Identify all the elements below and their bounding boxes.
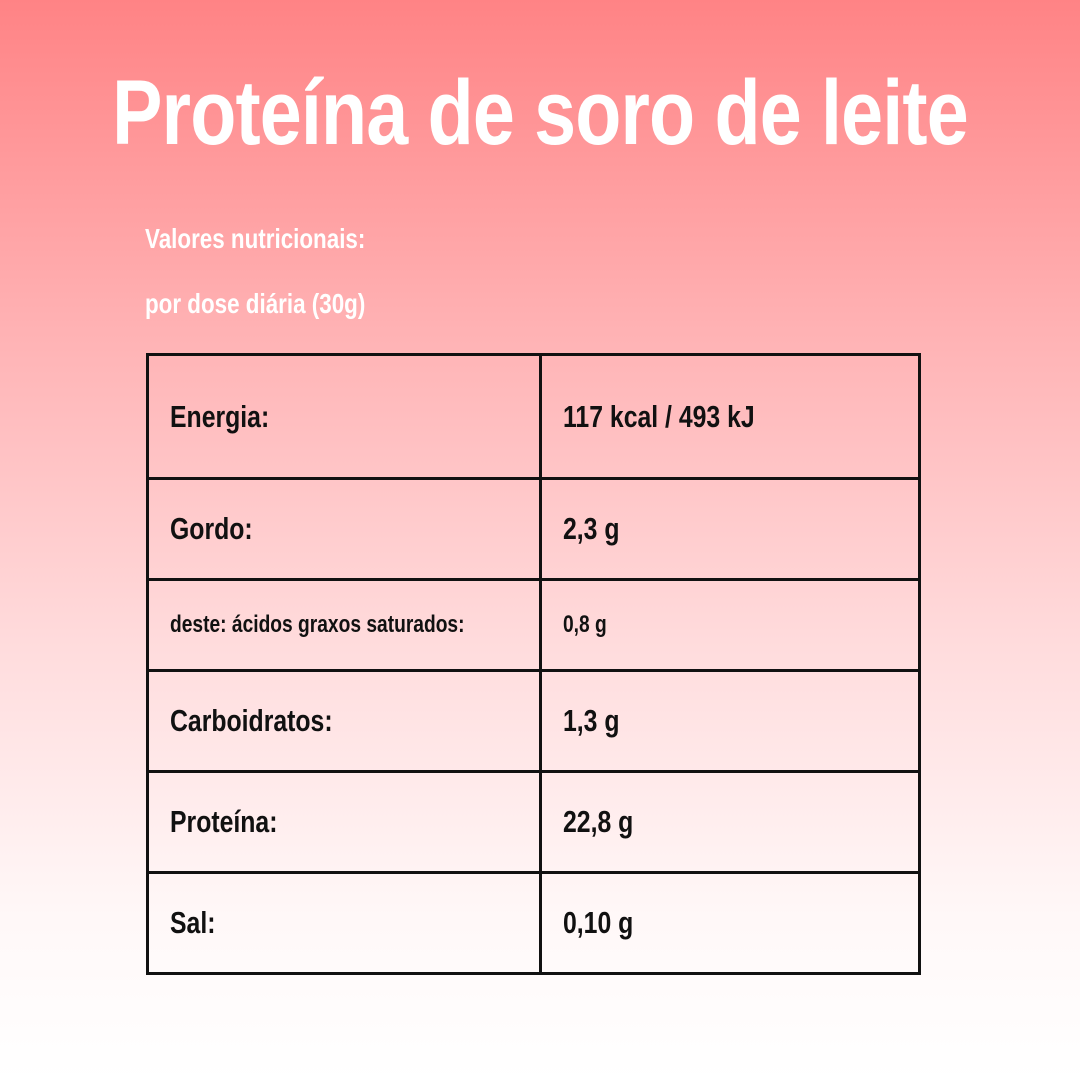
nutrient-label-text: deste: ácidos graxos saturados: (170, 611, 465, 638)
nutrient-value (541, 355, 920, 479)
nutrient-label-text: Energia: (170, 398, 270, 434)
nutrient-value (541, 772, 920, 873)
nutrient-label-text: Carboidratos: (170, 703, 333, 738)
nutrient-value (541, 671, 920, 772)
nutrient-value (541, 580, 920, 671)
nutrition-table (146, 353, 921, 975)
table-row-salt (148, 873, 920, 974)
table-row-energy (148, 355, 920, 479)
nutrient-value-text: 2,3 g (563, 511, 620, 546)
nutrient-label-text: Proteína: (170, 804, 278, 839)
table-row-fat (148, 479, 920, 580)
nutrient-value-text: 0,10 g (563, 905, 634, 940)
nutrient-value-text: 1,3 g (563, 703, 620, 738)
nutrient-value-text: 117 kcal / 493 kJ (563, 398, 755, 434)
nutrient-value (541, 873, 920, 974)
nutrient-value (541, 479, 920, 580)
nutrition-heading: Valores nutricionais: (145, 223, 366, 254)
nutrient-value-text: 22,8 g (563, 804, 634, 839)
nutrient-label (148, 873, 541, 974)
table-row-saturated-fat (148, 580, 920, 671)
nutrient-label (148, 355, 541, 479)
table-row-carbohydrates (148, 671, 920, 772)
nutrient-label (148, 479, 541, 580)
nutrient-label (148, 580, 541, 671)
nutrient-label (148, 671, 541, 772)
page-title: Proteína de soro de leite (112, 62, 968, 164)
nutrient-label-text: Sal: (170, 905, 216, 940)
nutrient-value-text: 0,8 g (563, 611, 607, 638)
nutrient-label (148, 772, 541, 873)
table-row-protein (148, 772, 920, 873)
serving-size-note: por dose diária (30g) (145, 288, 366, 319)
nutrient-label-text: Gordo: (170, 511, 253, 546)
